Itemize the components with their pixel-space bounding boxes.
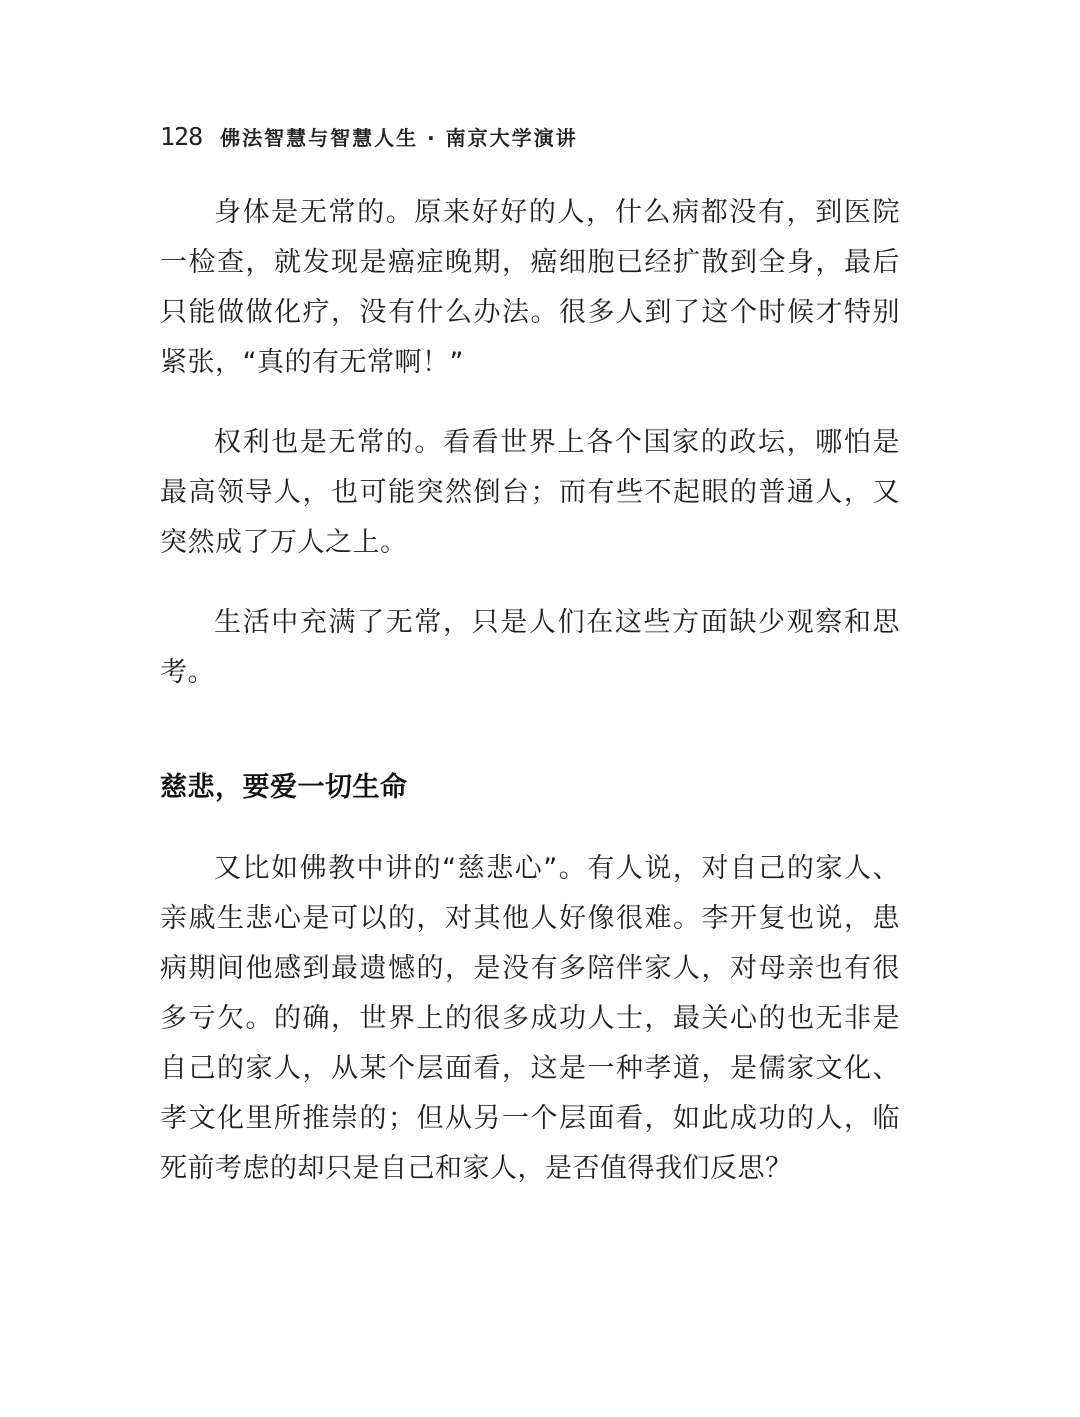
section-heading: 慈悲，要爱一切生命 (160, 772, 408, 803)
paragraph-impermanence-body: 身体是无常的。原来好好的人，什么病都没有，到医院一检查，就发现是癌症晚期，癌细胞已经扩散到全身，最后只能做做化疗，没有什么办法。很多人到了这个时候才特别紧张，“真的有无常啊！” (160, 197, 900, 378)
paragraph-impermanence-power: 权利也是无常的。看看世界上各个国家的政坛，哪怕是最高领导人，也可能突然倒台；而有些不起眼的普通人，又突然成了万人之上。 (160, 427, 900, 558)
page-body (160, 188, 900, 1194)
running-header (160, 122, 578, 158)
page-number: 128 (160, 122, 203, 151)
paragraph-compassion: 又比如佛教中讲的“慈悲心”。有人说，对自己的家人、亲戚生悲心是可以的，对其他人好像很难。李开复也说，患病期间他感到最遗憾的，是没有多陪伴家人，对母亲也有很多亏欠。的确，世界上的很多成功人士，最关心的也无非是自己的家人，从某个层面看，这是一种孝道，是儒家文化、孝文化里所推崇的；但从另一个层面看，如此成功的人，临死前考虑的却只是自己和家人，是否值得我们反思？ (160, 853, 900, 1184)
book-title: 佛法智慧与智慧人生 · 南京大学演讲 (220, 126, 578, 150)
paragraph-impermanence-life: 生活中充满了无常，只是人们在这些方面缺少观察和思考。 (160, 607, 900, 688)
